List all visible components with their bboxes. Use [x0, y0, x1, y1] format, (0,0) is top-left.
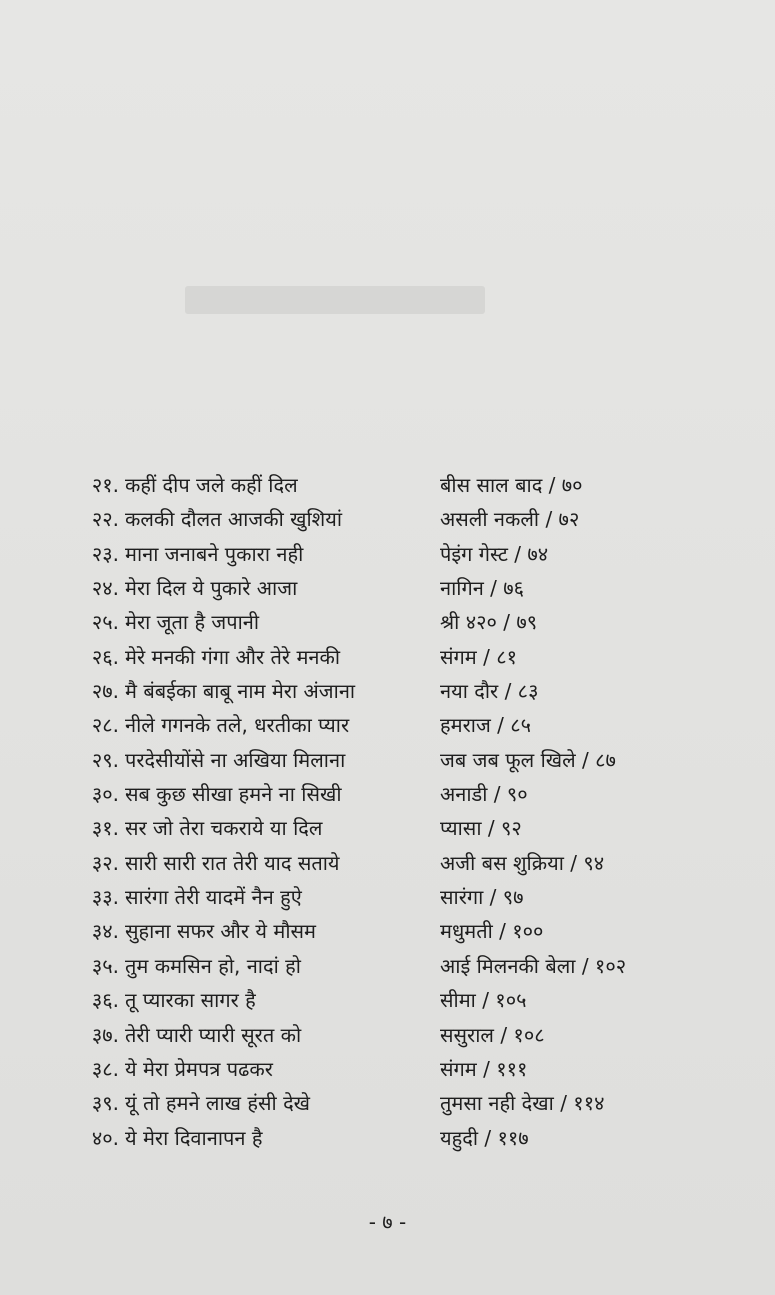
contents-entry — [60, 914, 700, 948]
entry-number: २८. — [91, 713, 119, 738]
entry-number: २७. — [91, 679, 119, 704]
film-and-page: सारंगा / ९७ — [440, 885, 524, 910]
entry-number: २२. — [91, 507, 119, 532]
film-and-page: आई मिलनकी बेला / १०२ — [440, 953, 627, 978]
entry-number: ३१. — [91, 816, 119, 841]
song-title: कहीं दीप जले कहीं दिल — [125, 473, 298, 497]
contents-entry — [60, 537, 700, 571]
contents-entry — [60, 880, 700, 914]
entry-number: २३. — [91, 541, 119, 566]
film-and-page: मधुमती / १०० — [440, 919, 544, 944]
entry-number: २९. — [91, 747, 119, 772]
entry-number: ३८. — [91, 1056, 119, 1081]
entry-number: २१. — [91, 473, 119, 497]
entry-number: २५. — [91, 610, 119, 635]
contents-entry — [60, 502, 700, 536]
contents-entry — [60, 777, 700, 811]
song-title: मै बंबईका बाबू नाम मेरा अंजाना — [125, 679, 356, 704]
song-title: मेरा दिल ये पुकारे आजा — [125, 576, 298, 601]
film-and-page: ससुराल / १०८ — [440, 1022, 545, 1047]
film-and-page: हमराज / ८५ — [440, 713, 532, 738]
contents-list — [60, 468, 700, 1155]
film-and-page: पेइंग गेस्ट / ७४ — [440, 541, 549, 566]
film-and-page: श्री ४२० / ७९ — [440, 610, 538, 635]
contents-entry — [60, 1018, 700, 1052]
entry-number: ३०. — [91, 782, 119, 807]
entry-number: २४. — [91, 576, 119, 601]
film-and-page: नागिन / ७६ — [440, 576, 525, 601]
contents-entry — [60, 674, 700, 708]
film-and-page: प्यासा / ९२ — [440, 816, 522, 841]
contents-entry — [60, 640, 700, 674]
song-title: सब कुछ सीखा हमने ना सिखी — [125, 782, 342, 807]
song-title: परदेसीयोंसे ना अखिया मिलाना — [125, 747, 346, 772]
song-title: मेरा जूता है जपानी — [125, 610, 260, 635]
film-and-page: नया दौर / ८३ — [440, 679, 539, 704]
song-title: सर जो तेरा चकराये या दिल — [125, 816, 323, 841]
entry-number: ३३. — [91, 885, 119, 910]
entry-number: ३७. — [91, 1022, 119, 1047]
film-and-page: संगम / ८१ — [440, 644, 517, 669]
film-and-page: संगम / १११ — [440, 1056, 528, 1081]
song-title: सारंगा तेरी यादमें नैन हुऐ — [125, 885, 302, 910]
song-title: सारी सारी रात तेरी याद सताये — [125, 850, 340, 875]
contents-entry — [60, 605, 700, 639]
entry-number: २६. — [91, 644, 119, 669]
film-and-page: तुमसा नही देखा / ११४ — [440, 1091, 605, 1116]
entry-number: ३६. — [91, 988, 119, 1013]
song-title: ये मेरा प्रेमपत्र पढकर — [125, 1056, 273, 1081]
film-and-page: जब जब फूल खिले / ८७ — [440, 747, 616, 772]
contents-entry — [60, 743, 700, 777]
contents-entry — [60, 983, 700, 1017]
contents-entry — [60, 949, 700, 983]
song-title: सुहाना सफर और ये मौसम — [125, 919, 317, 944]
contents-entry — [60, 708, 700, 742]
song-title: तुम कमसिन हो, नादां हो — [125, 953, 301, 978]
film-and-page: अजी बस शुक्रिया / ९४ — [440, 850, 605, 875]
film-and-page: सीमा / १०५ — [440, 988, 527, 1013]
song-title: मेरे मनकी गंगा और तेरे मनकी — [125, 644, 341, 669]
contents-entry — [60, 468, 700, 502]
contents-entry — [60, 1052, 700, 1086]
contents-entry — [60, 846, 700, 880]
film-and-page: बीस साल बाद / ७० — [440, 473, 583, 497]
film-and-page: असली नकली / ७२ — [440, 507, 580, 532]
contents-entry — [60, 1086, 700, 1120]
song-title: तेरी प्यारी प्यारी सूरत को — [125, 1022, 302, 1047]
contents-entry — [60, 1121, 700, 1155]
song-title: नीले गगनके तले, धरतीका प्यार — [125, 713, 350, 738]
song-title: तू प्यारका सागर है — [125, 988, 256, 1013]
song-title: ये मेरा दिवानापन है — [125, 1125, 263, 1150]
contents-entry — [60, 571, 700, 605]
page-number: - ७ - — [368, 1210, 407, 1234]
contents-entry — [60, 811, 700, 845]
entry-number: ३२. — [91, 850, 119, 875]
film-and-page: अनाडी / ९० — [440, 782, 528, 807]
entry-number: ४०. — [91, 1125, 119, 1150]
show-through-heading — [185, 286, 485, 314]
song-title: माना जनाबने पुकारा नही — [125, 541, 304, 566]
song-title: यूं तो हमने लाख हंसी देखे — [125, 1091, 311, 1116]
film-and-page: यहुदी / ११७ — [440, 1125, 529, 1150]
song-title: कलकी दौलत आजकी खुशियां — [125, 507, 343, 532]
entry-number: ३५. — [91, 953, 119, 978]
entry-number: ३९. — [91, 1091, 119, 1116]
entry-number: ३४. — [91, 919, 119, 944]
